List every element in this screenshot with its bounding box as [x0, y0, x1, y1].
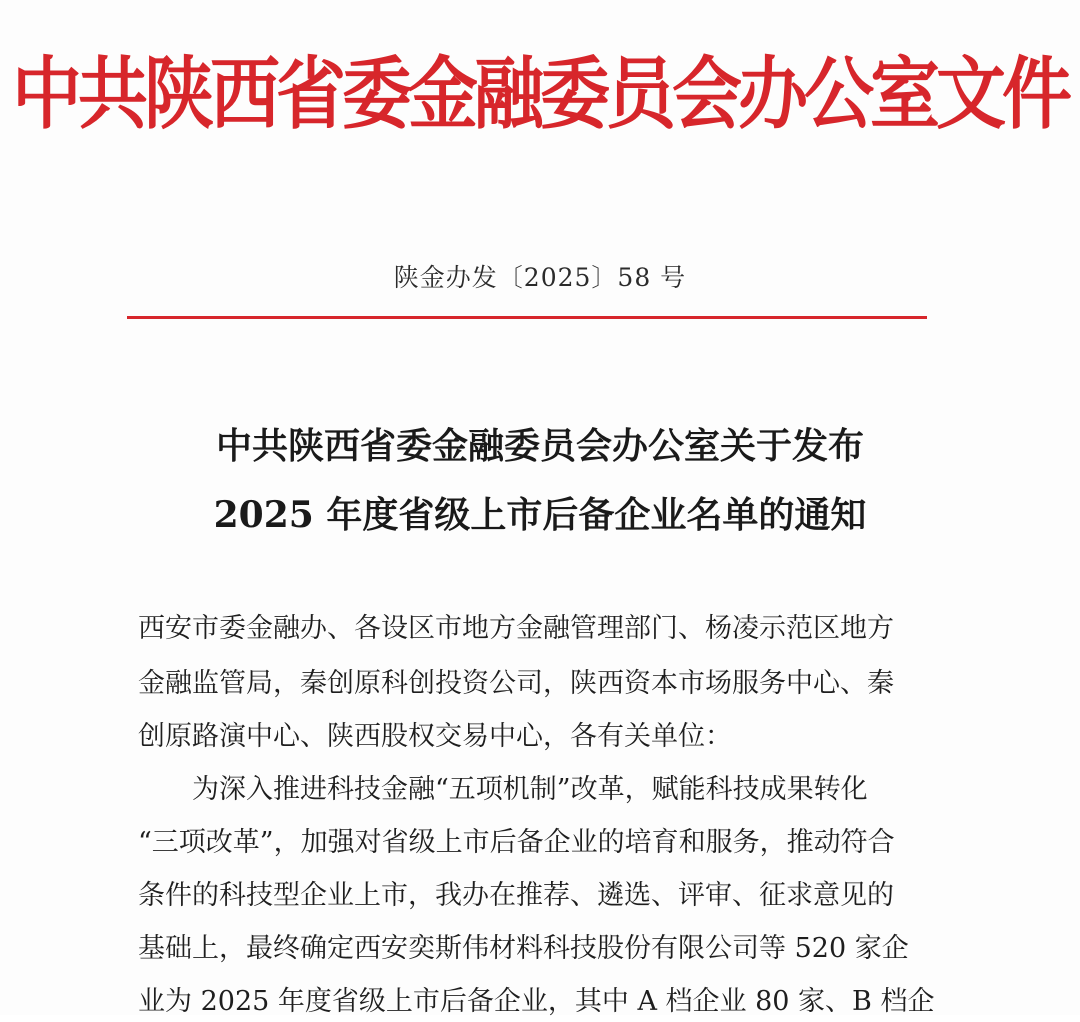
letterhead-title: 中共陕西省委金融委员会办公室文件 — [12, 48, 1068, 140]
notice-title-line-1: 中共陕西省委金融委员会办公室关于发布 — [215, 425, 864, 467]
body-line-4: 为深入推进科技金融“五项机制”改革，赋能科技成果转化 — [192, 774, 868, 805]
body-line-5: “三项改革”，加强对省级上市后备企业的培育和服务，推动符合 — [138, 827, 895, 858]
body-line-8: 业为 2025 年度省级上市后备企业，其中 A 档企业 80 家、B 档企 — [138, 986, 935, 1017]
body-line-1: 西安市委金融办、各设区市地方金融管理部门、杨凌示范区地方 — [138, 613, 894, 644]
body-line-2: 金融监管局，秦创原科创投资公司，陕西资本市场服务中心、秦 — [138, 668, 894, 699]
document-number: 陕金办发〔2025〕58 号 — [393, 263, 687, 292]
red-divider-line — [127, 316, 927, 319]
body-line-6: 条件的科技型企业上市，我办在推荐、遴选、评审、征求意见的 — [138, 880, 894, 911]
notice-title-line-2: 2025 年度省级上市后备企业名单的通知 — [213, 494, 867, 536]
body-line-3: 创原路演中心、陕西股权交易中心，各有关单位： — [138, 721, 732, 752]
body-line-7: 基础上，最终确定西安奕斯伟材料科技股份有限公司等 520 家企 — [138, 933, 909, 964]
